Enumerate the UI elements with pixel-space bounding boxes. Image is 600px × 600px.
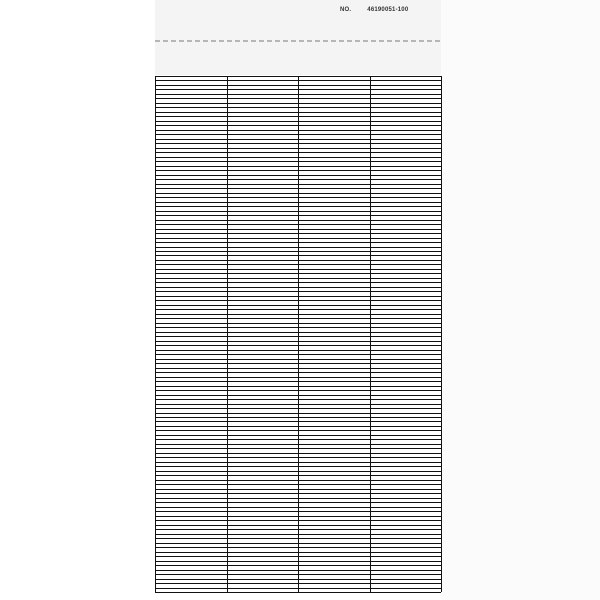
chart-part-number: 46190051-100 xyxy=(367,7,409,13)
chart-number-label: NO. xyxy=(340,7,352,13)
